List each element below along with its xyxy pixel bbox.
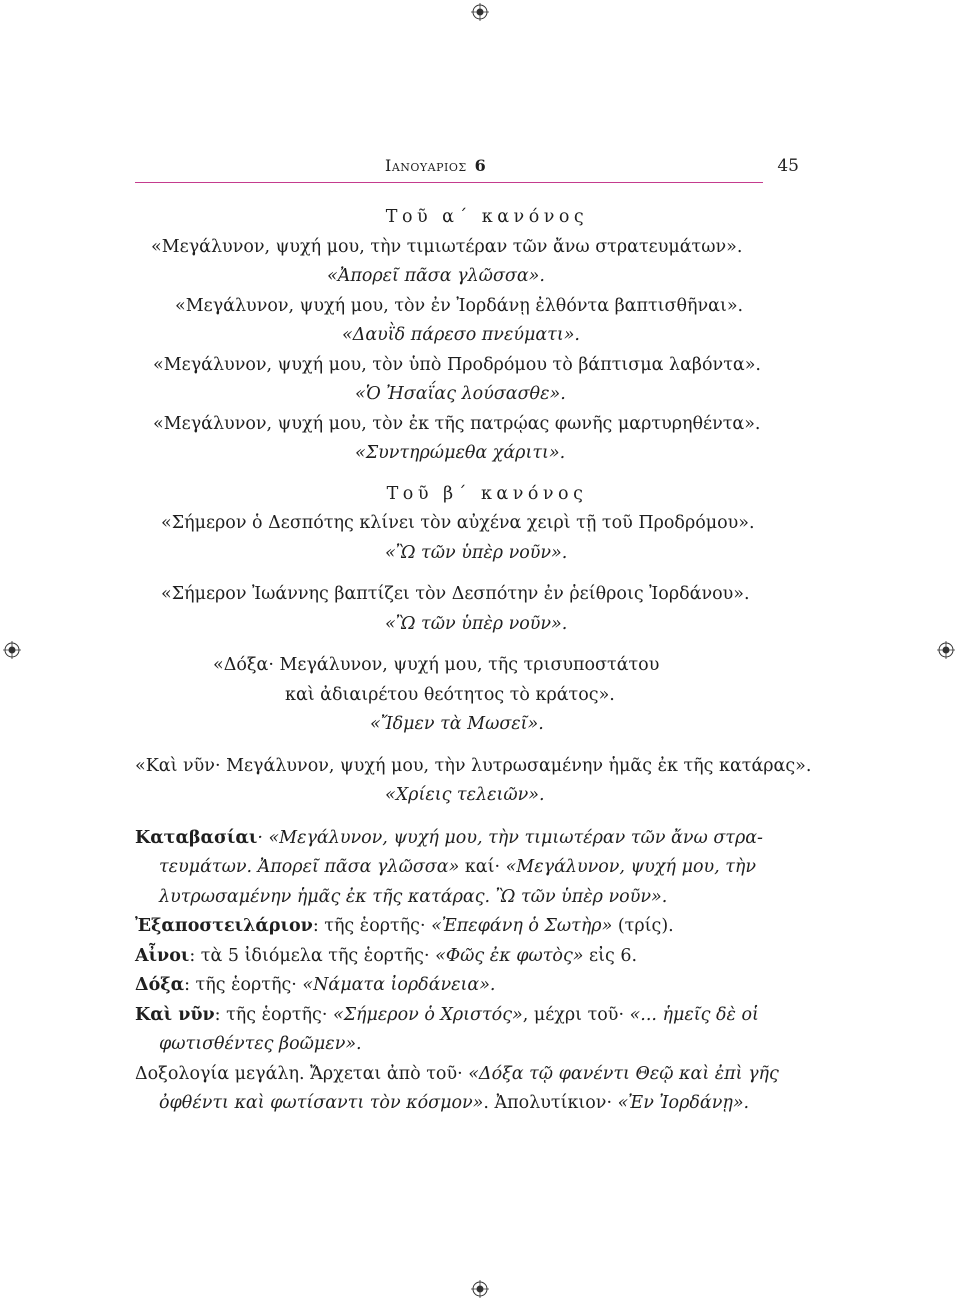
hymn-title: «Νάματα ἰορδάνεια». bbox=[302, 975, 496, 995]
rubric-text: : τῆς ἑορτῆς· bbox=[214, 1004, 333, 1025]
doxologia-line bbox=[135, 1060, 799, 1090]
rubric-text: : τῆς ἑορτῆς· bbox=[184, 975, 303, 995]
irmos-line: «Ὢ τῶν ὑπὲρ νοῦν». bbox=[385, 542, 568, 563]
page-header bbox=[135, 156, 799, 180]
header-rule bbox=[135, 182, 763, 183]
refrain-line: «Μεγάλυνον, ψυχή μου, τὴν τιμιωτέραν τῶν ἄνω στρατευμάτων». bbox=[151, 236, 743, 257]
refrain-line: «Σήμερον ὁ Δεσπότης κλίνει τὸν αὐχένα χειρὶ τῇ τοῦ Προδρόμου». bbox=[161, 513, 755, 533]
canon-a-heading: Τοῦ α΄ κανόνος bbox=[385, 207, 589, 227]
refrain-line: «Μεγάλυνον, ψυχή μου, τὸν ὑπὸ Προδρόμου τὸ βάπτισμα λαβόντα». bbox=[153, 354, 761, 375]
kai-nyn-rubric-line: φωτισθέντες βοῶμεν». bbox=[159, 1034, 362, 1054]
katavasiai-line: λυτρωσαμένην ἡμᾶς ἐκ τῆς κατάρας. Ὢ τῶν ὑπὲρ νοῦν». bbox=[159, 886, 668, 907]
kai-nyn-refrain-line: «Καὶ νῦν· Μεγάλυνον, ψυχή μου, τὴν λυτρωσαμένην ἡμᾶς ἐκ τῆς κατάρας». bbox=[135, 755, 812, 776]
katavasiai-line bbox=[135, 853, 799, 883]
hymn-title: ὀφθέντι καὶ φωτίσαντι τὸν κόσμον» bbox=[159, 1093, 484, 1113]
registration-mark-top-icon bbox=[471, 3, 489, 21]
hymn-title: «Ἐν Ἰορδάνῃ». bbox=[617, 1093, 750, 1113]
refrain-line: «Μεγάλυνον, ψυχή μου, τὸν ἐκ τῆς πατρῴας φωνῆς μαρτυρηθέντα». bbox=[153, 413, 761, 434]
page-body bbox=[135, 203, 812, 1119]
kai-nyn-label: Καὶ νῦν bbox=[135, 1004, 215, 1025]
rubric-text: : τὰ 5 ἰδιόμελα τῆς ἑορτῆς· bbox=[189, 945, 436, 966]
irmos-line: «Δαυῒδ πάρεσο πνεύματι». bbox=[342, 325, 580, 345]
katavasiai-text: τευμάτων. Ἀπορεῖ πᾶσα γλῶσσα» bbox=[159, 857, 460, 877]
katavasiai-line bbox=[135, 824, 799, 854]
hymn-title: «Σήμερον ὁ Χριστός» bbox=[332, 1004, 523, 1025]
running-title bbox=[385, 156, 486, 175]
month-title: Ιανουαριος bbox=[385, 156, 467, 175]
canon-b-heading: Τοῦ β΄ κανόνος bbox=[386, 483, 588, 504]
registration-mark-left-icon bbox=[3, 641, 21, 659]
exaposteilarion-label: Ἐξαποστειλάριον bbox=[135, 916, 313, 936]
refrain-line: «Σήμερον Ἰωάννης βαπτίζει τὸν Δεσπότην ἐν ῥείθροις Ἰορδάνου». bbox=[161, 584, 750, 604]
rubric-text: (τρίς). bbox=[612, 916, 674, 936]
refrain-line: «Μεγάλυνον, ψυχή μου, τὸν ἐν Ἰορδάνῃ ἐλθόντα βαπτισθῆναι». bbox=[175, 295, 744, 316]
hymn-title: «Δόξα τῷ φανέντι Θεῷ καὶ ἐπὶ γῆς bbox=[468, 1063, 779, 1084]
ainoi-label: Αἶνοι bbox=[135, 945, 190, 966]
rubric-text: . Ἀπολυτίκιον· bbox=[483, 1093, 618, 1113]
katavasiai-text: · «Μεγάλυνον, ψυχή μου, τὴν τιμιωτέραν τῶν ἄνω στρα- bbox=[257, 827, 763, 848]
doxa-refrain-line: καὶ ἀδιαιρέτου θεότητος τὸ κράτος». bbox=[285, 684, 615, 705]
katavasiai-label: Καταβασίαι bbox=[135, 827, 258, 848]
irmos-line: «Ὢ τῶν ὑπὲρ νοῦν». bbox=[385, 613, 568, 634]
irmos-line: «Χρίεις τελειῶν». bbox=[385, 785, 545, 805]
doxa-rubric-line bbox=[135, 971, 799, 1001]
hymn-excerpt: «... ἡμεῖς δὲ οἱ bbox=[629, 1004, 759, 1025]
rubric-text: εἰς 6. bbox=[583, 945, 638, 966]
page-number: 45 bbox=[777, 156, 799, 176]
katavasiai-connector: καί· bbox=[459, 857, 506, 877]
irmos-line: «Ἴδμεν τὰ Μωσεῖ». bbox=[370, 714, 544, 734]
kai-nyn-rubric-line bbox=[135, 1001, 799, 1031]
rubric-text: : τῆς ἑορτῆς· bbox=[312, 916, 432, 936]
rubric-text: Δοξολογία μεγάλη. Ἄρχεται ἀπὸ τοῦ· bbox=[135, 1063, 469, 1084]
doxologia-line bbox=[135, 1089, 799, 1119]
ainoi-line bbox=[135, 942, 799, 972]
exaposteilarion-line bbox=[135, 912, 799, 942]
day-number: 6 bbox=[474, 156, 487, 175]
irmos-line: «Συντηρώμεθα χάριτι». bbox=[355, 443, 566, 463]
doxa-label: Δόξα bbox=[135, 975, 185, 995]
hymn-title: «Φῶς ἐκ φωτὸς» bbox=[435, 945, 584, 966]
irmos-line: «Ὁ Ἠσαΐας λούσασθε». bbox=[355, 384, 566, 404]
registration-mark-right-icon bbox=[937, 641, 955, 659]
katavasiai-text: «Μεγάλυνον, ψυχή μου, τὴν bbox=[505, 857, 757, 877]
irmos-line: «Ἀπορεῖ πᾶσα γλῶσσα». bbox=[327, 266, 545, 286]
hymn-title: «Ἐπεφάνη ὁ Σωτὴρ» bbox=[431, 916, 613, 936]
registration-mark-bottom-icon bbox=[471, 1280, 489, 1298]
rubric-text: , μέχρι τοῦ· bbox=[522, 1004, 630, 1025]
doxa-refrain-line: «Δόξα· Μεγάλυνον, ψυχή μου, τῆς τρισυποστάτου bbox=[213, 655, 660, 675]
